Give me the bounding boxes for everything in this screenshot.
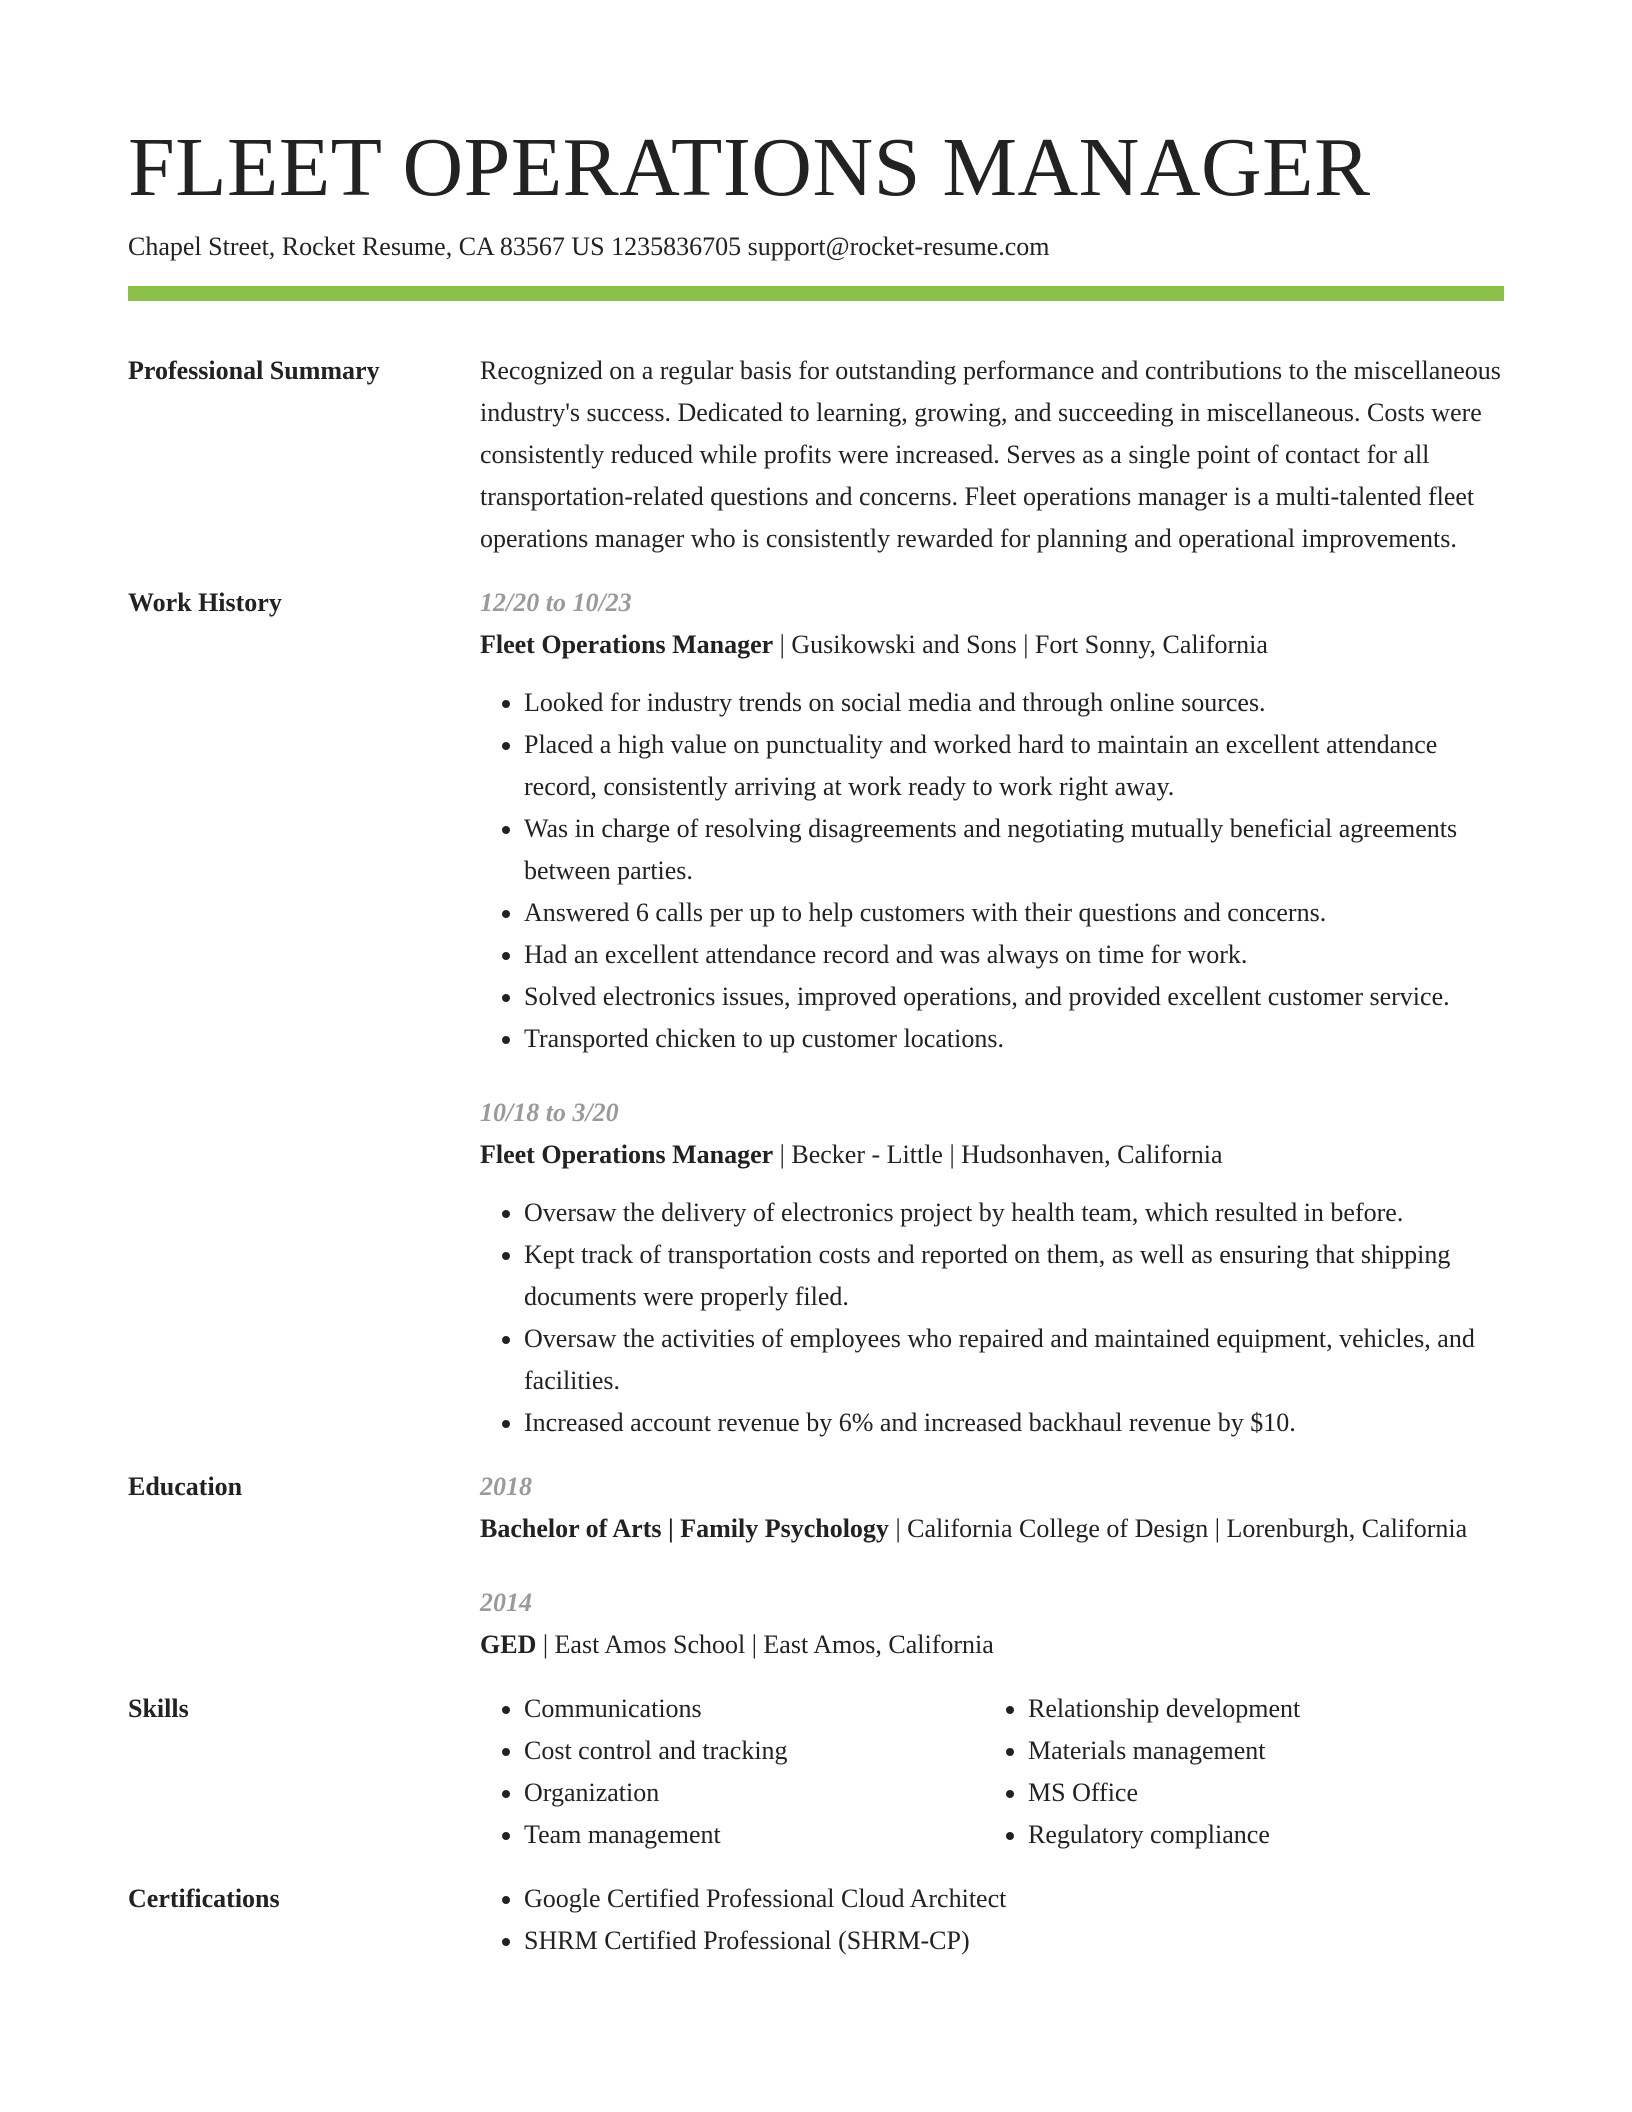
accent-divider bbox=[128, 286, 1504, 301]
list-item: • MS Office bbox=[1028, 1772, 1488, 1814]
job-details: | Gusikowski and Sons | Fort Sonny, California bbox=[773, 630, 1268, 659]
education-entry bbox=[480, 1466, 1504, 1550]
list-item: • Kept track of transportation costs and reported on them, as well as ensuring that shipping documents were properly filed. bbox=[524, 1234, 1504, 1318]
education-year: 2014 bbox=[480, 1588, 532, 1617]
list-item: • Was in charge of resolving disagreements and negotiating mutually beneficial agreements between parties. bbox=[524, 808, 1504, 892]
list-item: • Oversaw the activities of employees who repaired and maintained equipment, vehicles, and facilities. bbox=[524, 1318, 1504, 1402]
list-item: • Communications bbox=[524, 1688, 984, 1730]
job-title-line bbox=[480, 1134, 1504, 1176]
certifications-list bbox=[480, 1878, 1504, 1962]
education-line bbox=[480, 1508, 1504, 1550]
education-details: | California College of Design | Lorenburgh, California bbox=[888, 1514, 1468, 1543]
section-label-education: Education bbox=[128, 1472, 243, 1501]
candidate-name: FLEET OPERATIONS MANAGER bbox=[128, 121, 1371, 214]
summary-body bbox=[480, 350, 1504, 560]
list-item: • Answered 6 calls per up to help customers with their questions and concerns. bbox=[524, 892, 1504, 934]
job-title-line bbox=[480, 624, 1504, 666]
list-item: • Oversaw the delivery of electronics project by health team, which resulted in before. bbox=[524, 1192, 1504, 1234]
job-title: Fleet Operations Manager bbox=[480, 630, 774, 659]
list-item: • Regulatory compliance bbox=[1028, 1814, 1488, 1856]
section-label-certifications: Certifications bbox=[128, 1884, 280, 1913]
skills-column-right bbox=[984, 1688, 1488, 1856]
list-item: • SHRM Certified Professional (SHRM-CP) bbox=[524, 1920, 1504, 1962]
job-bullets bbox=[480, 1192, 1504, 1444]
education-degree: GED bbox=[480, 1630, 537, 1659]
skills-columns bbox=[480, 1688, 1504, 1856]
skills-column-left bbox=[480, 1688, 984, 1856]
work-history-section bbox=[128, 582, 1504, 1444]
section-label-skills: Skills bbox=[128, 1694, 189, 1723]
resume-content bbox=[128, 350, 1504, 1984]
list-item: • Relationship development bbox=[1028, 1688, 1488, 1730]
list-item: • Solved electronics issues, improved operations, and provided excellent customer service. bbox=[524, 976, 1504, 1018]
job-entry bbox=[480, 1092, 1504, 1444]
job-dates: 10/18 to 3/20 bbox=[480, 1098, 619, 1127]
list-item: • Organization bbox=[524, 1772, 984, 1814]
list-item: • Transported chicken to up customer locations. bbox=[524, 1018, 1504, 1060]
education-year: 2018 bbox=[480, 1472, 532, 1501]
section-label-summary: Professional Summary bbox=[128, 356, 380, 385]
list-item: • Placed a high value on punctuality and worked hard to maintain an excellent attendance record, consistently arriving at work ready to work right away. bbox=[524, 724, 1504, 808]
list-item: • Had an excellent attendance record and was always on time for work. bbox=[524, 934, 1504, 976]
education-entry bbox=[480, 1582, 1504, 1666]
education-details: | East Amos School | East Amos, California bbox=[536, 1630, 994, 1659]
education-section bbox=[128, 1466, 1504, 1666]
education-line bbox=[480, 1624, 1504, 1666]
summary-section bbox=[128, 350, 1504, 560]
list-item: • Increased account revenue by 6% and increased backhaul revenue by $10. bbox=[524, 1402, 1504, 1444]
education-degree: Bachelor of Arts | Family Psychology bbox=[480, 1514, 889, 1543]
list-item: • Team management bbox=[524, 1814, 984, 1856]
contact-line: Chapel Street, Rocket Resume, CA 83567 US 1235836705 support@rocket-resume.com bbox=[128, 232, 1050, 261]
skills-section bbox=[128, 1688, 1504, 1856]
job-bullets bbox=[480, 682, 1504, 1060]
job-title: Fleet Operations Manager bbox=[480, 1140, 774, 1169]
certifications-body bbox=[480, 1878, 1504, 1962]
list-item: • Cost control and tracking bbox=[524, 1730, 984, 1772]
work-history-body bbox=[480, 582, 1504, 1444]
summary-text: Recognized on a regular basis for outstanding performance and contributions to the miscellaneous industry's success. Dedicated to learning, growing, and succeeding in miscellaneous. Costs were consistently reduced while profits were increased. Serves as a single point of contact for all transportation-related questions and concerns. Fleet operations manager is a multi-talented fleet operations manager who is consistently rewarded for planning and operational improvements. bbox=[480, 356, 1501, 553]
list-item: • Google Certified Professional Cloud Architect bbox=[524, 1878, 1504, 1920]
skills-body bbox=[480, 1688, 1504, 1856]
resume-header bbox=[128, 118, 1504, 264]
list-item: • Materials management bbox=[1028, 1730, 1488, 1772]
job-dates: 12/20 to 10/23 bbox=[480, 588, 632, 617]
list-item: • Looked for industry trends on social media and through online sources. bbox=[524, 682, 1504, 724]
job-entry bbox=[480, 582, 1504, 1060]
certifications-section bbox=[128, 1878, 1504, 1962]
section-label-work-history: Work History bbox=[128, 588, 282, 617]
education-body bbox=[480, 1466, 1504, 1666]
job-details: | Becker - Little | Hudsonhaven, California bbox=[773, 1140, 1223, 1169]
